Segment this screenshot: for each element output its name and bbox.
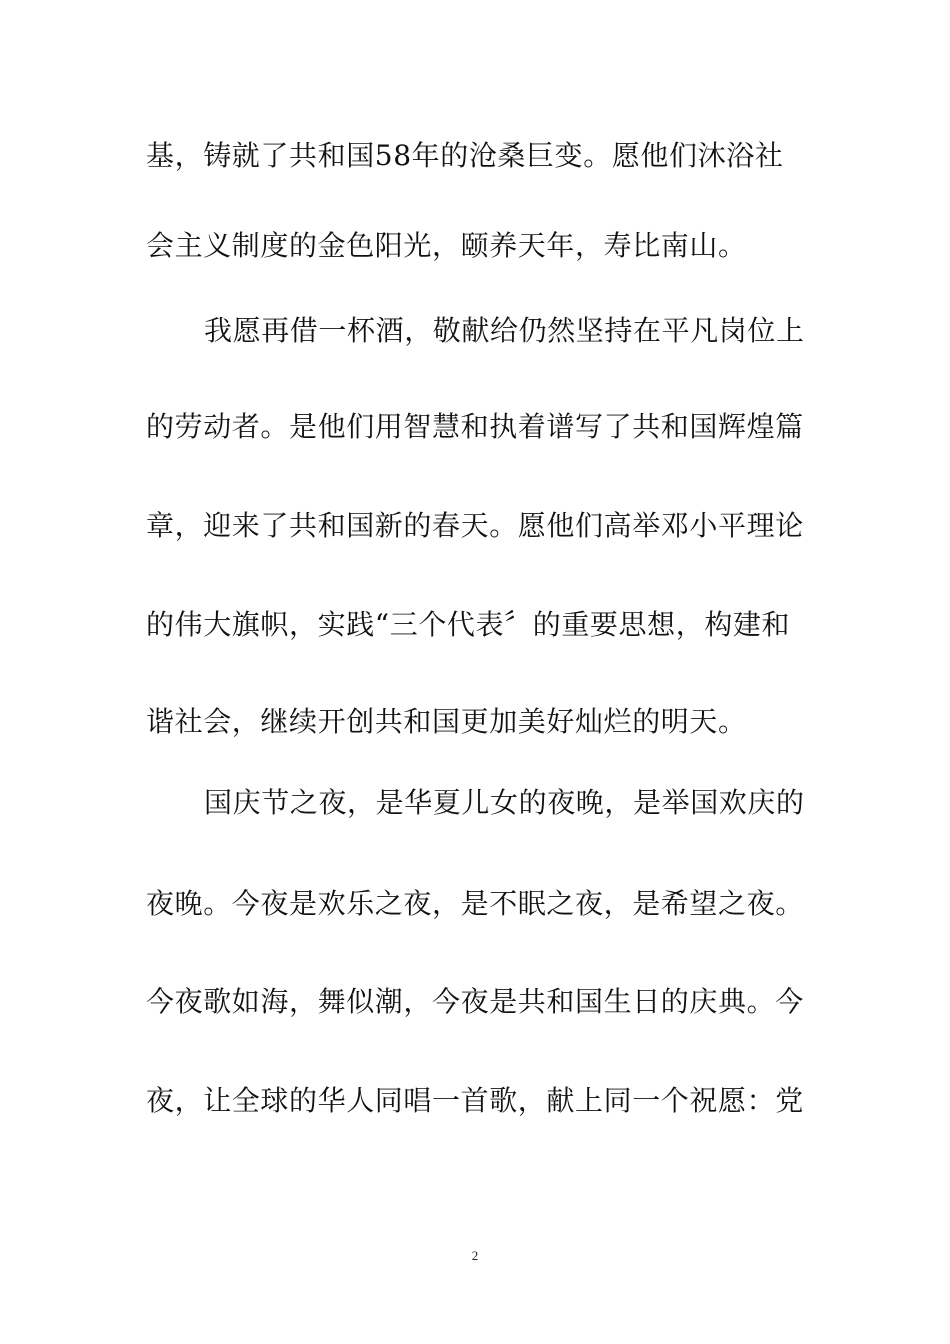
text-line-4: 的劳动者。是他们用智慧和执着谱写了共和国辉煌篇 bbox=[146, 410, 804, 443]
text-line-7: 谐社会，继续开创共和国更加美好灿烂的明天。 bbox=[146, 705, 747, 738]
text-line-5: 章，迎来了共和国新的春天。愿他们高举邓小平理论 bbox=[146, 509, 804, 542]
text-line-6: 的伟大旗帜，实践“三个代表〞的重要思想，构建和 bbox=[146, 608, 791, 641]
text-line-2: 会主义制度的金色阳光，颐养天年，寿比南山。 bbox=[146, 229, 747, 262]
text-line-1: 基，铸就了共和国58年的沧桑巨变。愿他们沐浴社 bbox=[146, 139, 784, 172]
text-line-9: 夜晚。今夜是欢乐之夜，是不眠之夜，是希望之夜。 bbox=[146, 887, 804, 920]
paragraph-start-line: 我愿再借一杯酒，敬献给仍然坚持在平凡岗位上 bbox=[204, 314, 805, 347]
text-line-10: 今夜歌如海，舞似潮，今夜是共和国生日的庆典。今 bbox=[146, 985, 804, 1018]
paragraph-start-line: 国庆节之夜，是华夏儿女的夜晚，是举国欢庆的 bbox=[204, 786, 805, 819]
text-line-11: 夜，让全球的华人同唱一首歌，献上同一个祝愿：党 bbox=[146, 1084, 804, 1117]
page-number: 2 bbox=[471, 1248, 479, 1263]
